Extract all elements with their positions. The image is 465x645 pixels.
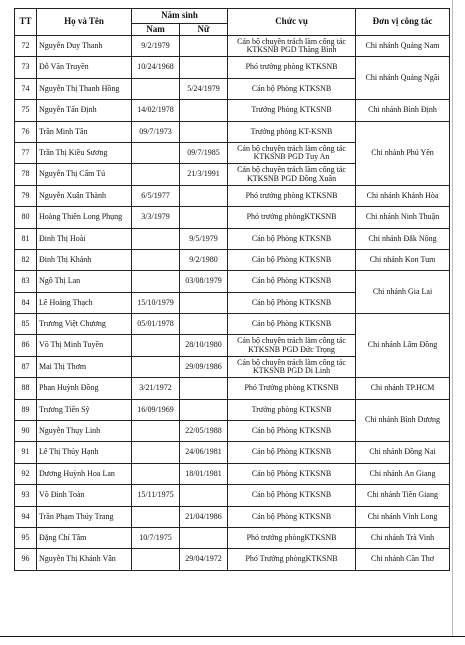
birth-male: 16/09/1969 (132, 399, 180, 420)
birth-female (180, 378, 228, 399)
birth-male: 15/10/1979 (132, 292, 180, 313)
staff-name: Trương Việt Chương (37, 314, 132, 335)
work-unit: Chi nhánh Kon Tum (356, 249, 450, 270)
staff-name: Võ Thị Minh Tuyền (37, 335, 132, 356)
staff-name: Dương Huỳnh Hoa Lan (37, 463, 132, 484)
table-header (15, 9, 450, 36)
staff-position: Cán bộ chuyên trách làm công tác KTKSNB PGD Tuy An (228, 142, 356, 163)
birth-male: 05/01/1978 (132, 314, 180, 335)
work-unit: Chi nhánh Trà Vinh (356, 527, 450, 548)
birth-male (132, 442, 180, 463)
birth-female: 18/01/1981 (180, 463, 228, 484)
staff-name: Mai Thị Thơm (37, 356, 132, 377)
row-number: 94 (15, 506, 37, 527)
staff-position: Cán bộ chuyên trách làm công tác KTKSNB PGD Đồng Xuân (228, 164, 356, 185)
row-number: 89 (15, 399, 37, 420)
staff-name: Đinh Thị Khánh (37, 249, 132, 270)
birth-female: 21/3/1991 (180, 164, 228, 185)
page-edge (452, 0, 453, 636)
birth-female: 29/09/1986 (180, 356, 228, 377)
work-unit: Chi nhánh Bình Định (356, 100, 450, 121)
birth-male: 3/21/1972 (132, 378, 180, 399)
work-unit: Chi nhánh Đắk Nông (356, 228, 450, 249)
header-birth-year: Năm sinh (132, 9, 228, 24)
staff-name: Trần Phạm Thúy Trang (37, 506, 132, 527)
row-number: 90 (15, 421, 37, 442)
staff-name: Trần Thị Kiều Sương (37, 142, 132, 163)
birth-female (180, 100, 228, 121)
row-number: 88 (15, 378, 37, 399)
staff-position: Cán bộ Phòng KTKSNB (228, 292, 356, 313)
table-row (15, 185, 450, 206)
staff-position: Phó Trưởng phòng KTKSNB (228, 378, 356, 399)
staff-name: Nguyễn Duy Thanh (37, 36, 132, 57)
row-number: 83 (15, 271, 37, 292)
table-row (15, 549, 450, 570)
work-unit: Chi nhánh TP.HCM (356, 378, 450, 399)
header-female: Nữ (180, 24, 228, 36)
birth-female (180, 57, 228, 78)
birth-female (180, 485, 228, 506)
birth-male (132, 549, 180, 570)
birth-female: 28/10/1980 (180, 335, 228, 356)
staff-name: Nguyễn Thị Cẩm Tú (37, 164, 132, 185)
staff-name: Trương Tiến Sỹ (37, 399, 132, 420)
birth-male (132, 249, 180, 270)
work-unit: Chi nhánh Cần Thơ (356, 549, 450, 570)
work-unit: Chi nhánh Lâm Đồng (356, 314, 450, 378)
table-row (15, 249, 450, 270)
birth-male: 15/11/1975 (132, 485, 180, 506)
staff-position: Cán bộ Phòng KTKSNB (228, 228, 356, 249)
staff-position: Cán bộ Phòng KTKSNB (228, 78, 356, 99)
birth-female: 9/5/1979 (180, 228, 228, 249)
work-unit: Chi nhánh Đồng Nai (356, 442, 450, 463)
birth-male (132, 164, 180, 185)
table-row (15, 485, 450, 506)
staff-name: Ngô Thị Lan (37, 271, 132, 292)
row-number: 87 (15, 356, 37, 377)
work-unit: Chi nhánh An Giang (356, 463, 450, 484)
row-number: 85 (15, 314, 37, 335)
birth-female (180, 314, 228, 335)
row-number: 77 (15, 142, 37, 163)
table-row (15, 399, 450, 420)
birth-female: 22/05/1988 (180, 421, 228, 442)
birth-male: 10/7/1975 (132, 527, 180, 548)
staff-name: Hoàng Thiên Long Phụng (37, 207, 132, 228)
row-number: 84 (15, 292, 37, 313)
staff-position: Phó trưởng phòng KTKSNB (228, 185, 356, 206)
row-number: 74 (15, 78, 37, 99)
birth-male: 9/2/1979 (132, 36, 180, 57)
work-unit: Chi nhánh Phú Yên (356, 121, 450, 185)
table-row (15, 228, 450, 249)
header-unit: Đơn vị công tác (356, 9, 450, 36)
birth-male (132, 142, 180, 163)
staff-position: Cán bộ chuyên trách làm công tác KTKSNB PGD Thăng Bình (228, 36, 356, 57)
birth-female (180, 292, 228, 313)
birth-male (132, 421, 180, 442)
work-unit: Chi nhánh Ninh Thuận (356, 207, 450, 228)
row-number: 73 (15, 57, 37, 78)
row-number: 72 (15, 36, 37, 57)
table-row (15, 57, 450, 78)
staff-position: Trưởng phòng KTKSNB (228, 399, 356, 420)
row-number: 93 (15, 485, 37, 506)
staff-position: Trưởng Phòng KTKSNB (228, 100, 356, 121)
staff-name: Trần Minh Tân (37, 121, 132, 142)
staff-position: Phó Trưởng phòngKTKSNB (228, 549, 356, 570)
work-unit: Chi nhánh Quảng Nam (356, 36, 450, 57)
staff-position: Cán bộ chuyên trách làm công tác KTKSNB PGD Di Linh (228, 356, 356, 377)
staff-table (14, 8, 450, 571)
table-row (15, 121, 450, 142)
header-male: Nam (132, 24, 180, 36)
table-row (15, 314, 450, 335)
staff-name: Lê Thị Thủy Hạnh (37, 442, 132, 463)
header-tt: TT (15, 9, 37, 36)
birth-female (180, 36, 228, 57)
page-bottom-line (0, 636, 465, 637)
work-unit: Chi nhánh Vĩnh Long (356, 506, 450, 527)
row-number: 79 (15, 185, 37, 206)
staff-position: Cán bộ chuyên trách làm công tác KTKSNB PGD Đức Trọng (228, 335, 356, 356)
birth-female: 9/2/1980 (180, 249, 228, 270)
birth-female: 21/04/1986 (180, 506, 228, 527)
staff-name: Đinh Thị Hoài (37, 228, 132, 249)
staff-position: Phó trưởng phòngKTKSNB (228, 207, 356, 228)
staff-name: Nguyễn Thụy Linh (37, 421, 132, 442)
table-row (15, 100, 450, 121)
birth-male (132, 271, 180, 292)
row-number: 80 (15, 207, 37, 228)
work-unit: Chi nhánh Khánh Hòa (356, 185, 450, 206)
birth-female: 29/04/1972 (180, 549, 228, 570)
row-number: 78 (15, 164, 37, 185)
row-number: 75 (15, 100, 37, 121)
staff-name: Nguyễn Thị Khánh Vân (37, 549, 132, 570)
birth-female (180, 399, 228, 420)
staff-position: Cán bộ Phòng KTKSNB (228, 463, 356, 484)
birth-female: 24/06/1981 (180, 442, 228, 463)
row-number: 91 (15, 442, 37, 463)
birth-male: 14/02/1978 (132, 100, 180, 121)
header-name: Họ và Tên (37, 9, 132, 36)
staff-position: Cán bộ Phòng KTKSNB (228, 485, 356, 506)
row-number: 92 (15, 463, 37, 484)
table-row (15, 506, 450, 527)
staff-position: Cán bộ Phòng KTKSNB (228, 506, 356, 527)
staff-position: Phó trưởng phòng KTKSNB (228, 57, 356, 78)
table-row (15, 271, 450, 292)
staff-position: Cán bộ Phòng KTKSNB (228, 442, 356, 463)
staff-name: Đỗ Văn Truyền (37, 57, 132, 78)
staff-position: Cán bộ Phòng KTKSNB (228, 421, 356, 442)
row-number: 86 (15, 335, 37, 356)
table-row (15, 36, 450, 57)
work-unit: Chi nhánh Tiền Giang (356, 485, 450, 506)
table-row (15, 463, 450, 484)
birth-female (180, 185, 228, 206)
birth-male (132, 335, 180, 356)
table-row (15, 442, 450, 463)
birth-male (132, 78, 180, 99)
birth-female (180, 527, 228, 548)
staff-position: Trưởng phòng KT-KSNB (228, 121, 356, 142)
row-number: 96 (15, 549, 37, 570)
row-number: 82 (15, 249, 37, 270)
staff-name: Lê Hoàng Thạch (37, 292, 132, 313)
birth-female: 5/24/1979 (180, 78, 228, 99)
staff-name: Nguyễn Xuân Thành (37, 185, 132, 206)
staff-name: Nguyễn Thị Thanh Hồng (37, 78, 132, 99)
birth-male (132, 463, 180, 484)
header-position: Chức vụ (228, 9, 356, 36)
row-number: 81 (15, 228, 37, 249)
birth-female (180, 207, 228, 228)
staff-name: Phan Huỳnh Đồng (37, 378, 132, 399)
row-number: 95 (15, 527, 37, 548)
birth-female: 03/08/1979 (180, 271, 228, 292)
birth-male (132, 506, 180, 527)
staff-name: Nguyễn Tấn Định (37, 100, 132, 121)
staff-position: Cán bộ Phòng KTKSNB (228, 271, 356, 292)
birth-male: 10/24/1968 (132, 57, 180, 78)
birth-male (132, 356, 180, 377)
staff-position: Cán bộ Phòng KTKSNB (228, 249, 356, 270)
birth-female: 09/7/1985 (180, 142, 228, 163)
birth-male: 3/3/1979 (132, 207, 180, 228)
birth-male (132, 228, 180, 249)
row-number: 76 (15, 121, 37, 142)
table-row (15, 378, 450, 399)
work-unit: Chi nhánh Gia Lai (356, 271, 450, 314)
work-unit: Chi nhánh Quảng Ngãi (356, 57, 450, 100)
table-row (15, 527, 450, 548)
table-body (15, 36, 450, 571)
birth-male: 09/7/1973 (132, 121, 180, 142)
birth-male: 6/5/1977 (132, 185, 180, 206)
work-unit: Chi nhánh Bình Dương (356, 399, 450, 442)
birth-female (180, 121, 228, 142)
table-row (15, 207, 450, 228)
staff-position: Phó trưởng phòngKTKSNB (228, 527, 356, 548)
staff-name: Đặng Chí Tâm (37, 527, 132, 548)
staff-position: Cán bộ Phòng KTKSNB (228, 314, 356, 335)
staff-name: Võ Đình Toàn (37, 485, 132, 506)
